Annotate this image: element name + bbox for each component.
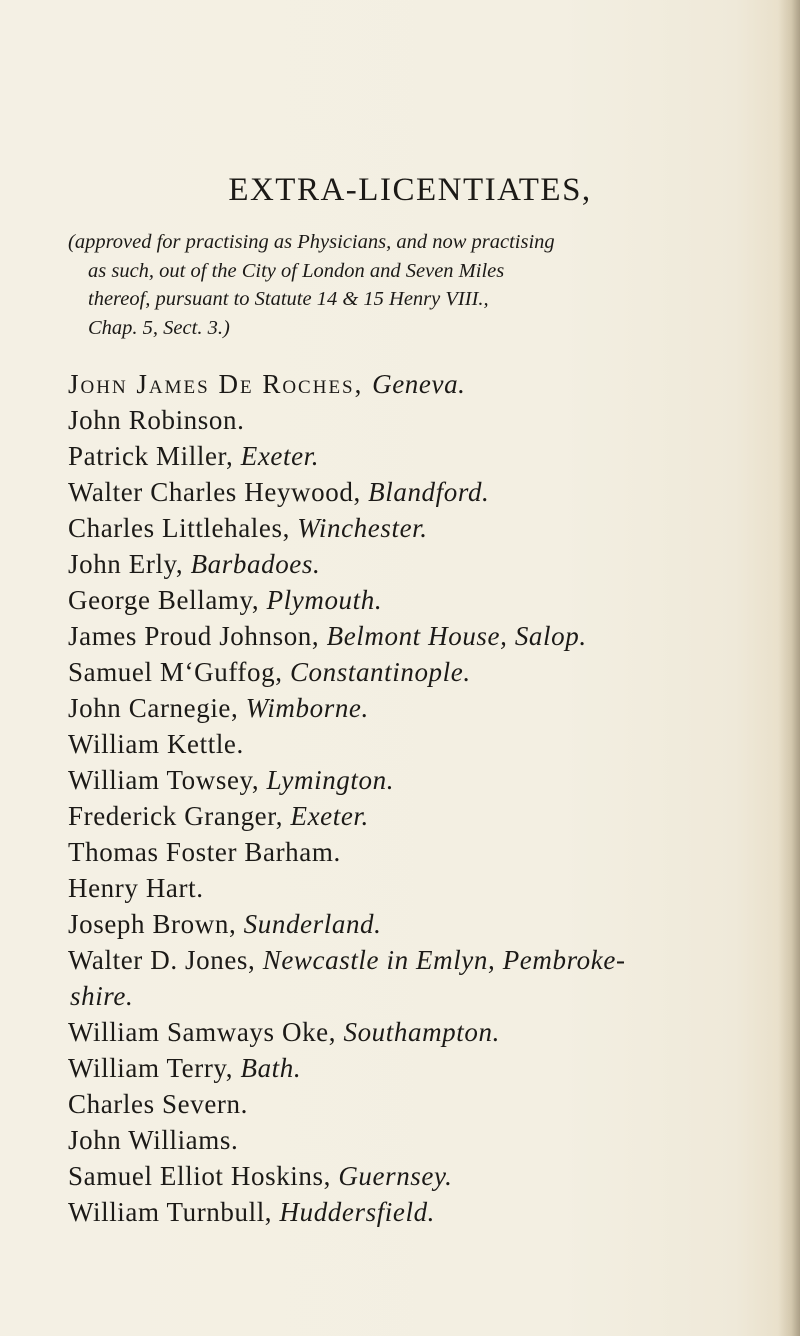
entry-place: Wimborne. xyxy=(245,693,369,723)
entry-place: Bath. xyxy=(240,1053,302,1083)
entry-name: Charles Littlehales, xyxy=(68,513,298,543)
entry-name: Samuel M‘Guffog, xyxy=(68,657,290,687)
list-item xyxy=(68,546,778,582)
entry-name: Samuel Elliot Hoskins, xyxy=(68,1161,339,1191)
licentiate-list xyxy=(68,366,778,1230)
entry-place: Newcastle in Emlyn, Pembroke- xyxy=(262,945,626,975)
entry-place: Blandford. xyxy=(368,477,490,507)
entry-place: Sunderland. xyxy=(243,909,382,939)
entry-place: Plymouth. xyxy=(266,585,383,615)
list-item xyxy=(68,618,778,654)
entry-name: John Erly, xyxy=(68,549,191,579)
subtitle-line: Chap. 5, Sect. 3.) xyxy=(88,316,230,339)
entry-place: Belmont House, Salop. xyxy=(326,621,587,651)
entry-name: Thomas Foster Barham. xyxy=(68,837,341,867)
entry-name: Patrick Miller, xyxy=(68,441,241,471)
list-item xyxy=(68,402,778,438)
entry-name: John Williams. xyxy=(68,1125,239,1155)
entry-name: Charles Severn. xyxy=(68,1089,248,1119)
entry-name: Walter Charles Heywood, xyxy=(68,477,369,507)
list-item xyxy=(68,654,778,690)
subtitle-line: as such, out of the City of London and Seven Miles xyxy=(88,259,505,282)
list-item xyxy=(68,1194,778,1230)
entry-name: John Carnegie, xyxy=(68,693,246,723)
list-item xyxy=(68,762,778,798)
list-item xyxy=(68,1122,778,1158)
subtitle-line: thereof, pursuant to Statute 14 & 15 Henry VIII., xyxy=(88,288,489,310)
list-item xyxy=(68,582,778,618)
entry-name: James Proud Johnson, xyxy=(68,621,327,651)
subtitle-paragraph xyxy=(68,228,758,342)
list-item xyxy=(68,942,778,978)
list-item xyxy=(68,1086,778,1122)
entry-place: Exeter. xyxy=(240,441,320,471)
entry-name: Walter D. Jones, xyxy=(68,945,263,975)
entry-name: William Samways Oke, xyxy=(68,1017,344,1047)
list-item xyxy=(68,834,778,870)
list-item xyxy=(68,366,778,402)
list-item xyxy=(68,474,778,510)
list-item xyxy=(68,690,778,726)
entry-place: shire. xyxy=(70,981,134,1011)
entry-name: John James De Roches, xyxy=(68,369,373,399)
list-item xyxy=(68,510,778,546)
list-item xyxy=(68,978,778,1014)
entry-name: Henry Hart. xyxy=(68,873,204,903)
list-item xyxy=(68,1158,778,1194)
subtitle-line: (approved for practising as Physicians, and now practising xyxy=(68,231,555,253)
list-item xyxy=(68,1050,778,1086)
entry-place: Southampton. xyxy=(343,1017,500,1047)
list-item xyxy=(68,1014,778,1050)
list-item xyxy=(68,438,778,474)
entry-name: Frederick Granger, xyxy=(68,801,291,831)
entry-place: Barbadoes. xyxy=(190,549,321,579)
entry-name: William Turnbull, xyxy=(68,1197,280,1227)
list-item xyxy=(68,798,778,834)
list-item xyxy=(68,870,778,906)
entry-name: William Kettle. xyxy=(68,729,244,759)
entry-place: Constantinople. xyxy=(289,657,471,687)
entry-place: Exeter. xyxy=(290,801,369,831)
entry-name: Joseph Brown, xyxy=(68,909,244,939)
entry-place: Huddersfield. xyxy=(279,1197,436,1227)
entry-name: William Terry, xyxy=(68,1053,241,1083)
list-item xyxy=(68,726,778,762)
entry-place: Lymington. xyxy=(266,765,395,795)
entry-place: Guernsey. xyxy=(338,1161,453,1191)
entry-place: Winchester. xyxy=(297,513,428,543)
entry-place: Geneva. xyxy=(372,369,466,399)
entry-name: John Robinson. xyxy=(68,405,245,435)
entry-name: George Bellamy, xyxy=(68,585,267,615)
entry-name: William Towsey, xyxy=(68,765,267,795)
list-item xyxy=(68,906,778,942)
page-heading: EXTRA-LICENTIATES, xyxy=(228,172,592,208)
